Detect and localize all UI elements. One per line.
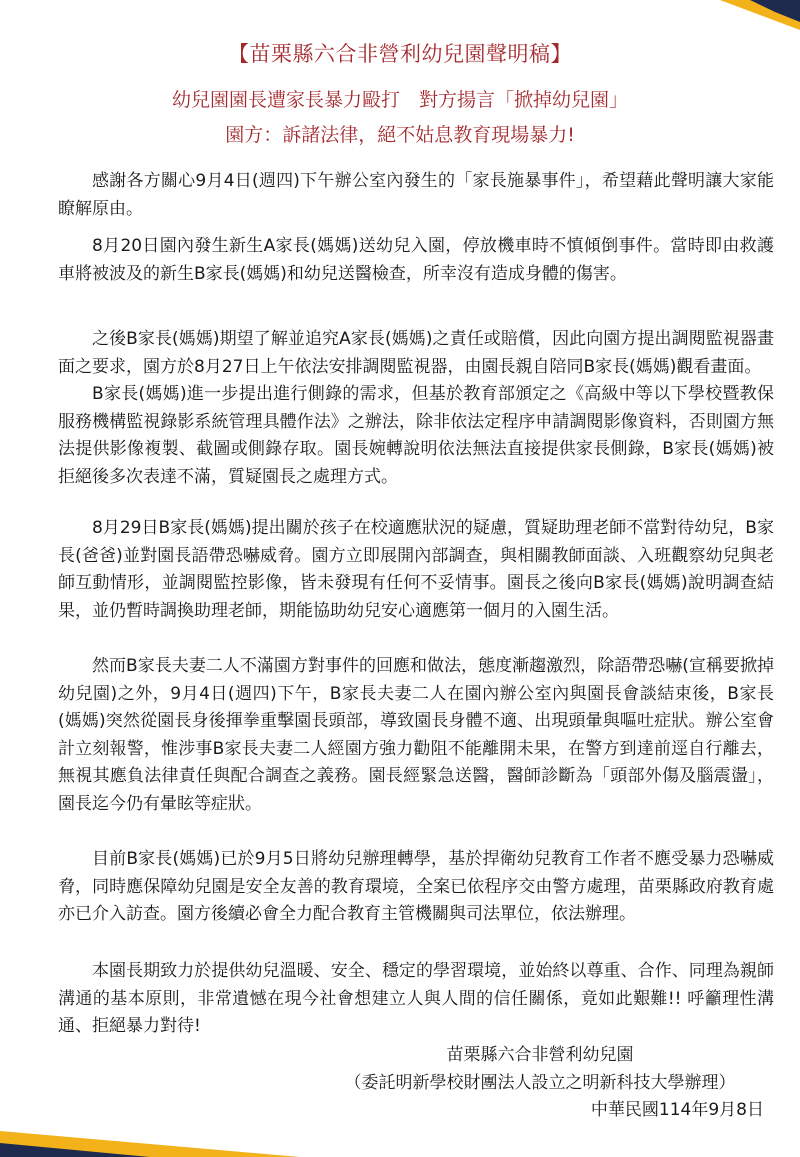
signature-block [310, 1042, 770, 1125]
headline: 幼兒園園長遭家長暴力毆打 對方揚言「掀掉幼兒園」 [171, 89, 628, 111]
paragraph-intro [58, 168, 774, 223]
corner-yellow-stripe [0, 1131, 300, 1157]
signature-note: （委託明新學校財團法人設立之明新科技大學辦理） [344, 1072, 736, 1093]
bottom-left-corner-decoration [0, 1117, 300, 1157]
paragraph: 目前B家長(媽媽)已於9月5日將幼兒辦理轉學，基於捍衛幼兒教育工作者不應受暴力恐嚇威脅，同時應保障幼兒園是安全友善的教育環境，全案已依程序交由警方處理，苗栗縣政府教育處亦已介入訪查。園方後續必會全力配合教育主管機關與司法單位，依法辦理。 [58, 849, 774, 924]
paragraph-sep5 [58, 846, 774, 929]
corner-navy-stripe [750, 0, 800, 22]
paragraph-aug20 [58, 233, 774, 288]
paragraph: B家長(媽媽)進一步提出進行側錄的需求，但基於教育部頒定之《高級中等以下學校暨教保服務機構監視錄影系統管理具體作法》之辦法，除非依法定程序申請調閱影像資料，否則園方無法提供影像複製、截圖或側錄存取。園長婉轉說明依法無法直接提供家長側錄，B家長(媽媽)被拒絕後多次表達不滿，質疑園長之處理方式。 [58, 384, 774, 487]
signature-org: 苗栗縣六合非營利幼兒園 [446, 1045, 634, 1065]
sub-headline: 園方：訴諸法律，絕不姑息教育現場暴力! [225, 124, 575, 146]
paragraph: 之後B家長(媽媽)期望了解並追究A家長(媽媽)之責任或賠償，因此向園方提出調閱監視器畫面之要求，園方於8月27日上午依法安排調閱監視器，由園長親自陪同B家長(媽媽)觀看畫面。 [58, 329, 774, 377]
paragraph: 8月20日園內發生新生A家長(媽媽)送幼兒入園，停放機車時不慎傾倒事件。當時即由救護車將被波及的新生B家長(媽媽)和幼兒送醫檢查，所幸沒有造成身體的傷害。 [58, 236, 774, 284]
paragraph: 感謝各方關心9月4日(週四)下午辦公室內發生的「家長施暴事件」，希望藉此聲明讓大家能瞭解原由。 [58, 171, 774, 219]
paragraph-closing [58, 958, 774, 1041]
statement-title: 【苗栗縣六合非營利幼兒園聲明稿】 [228, 42, 572, 66]
paragraph: 8月29日B家長(媽媽)提出關於孩子在校適應狀況的疑慮，質疑助理老師不當對待幼兒，B家長(爸爸)並對園長語帶恐嚇威脅。園方立即展開內部調查，與相關教師面談、入班觀察幼兒與老師互動情形，並調閱監控影像，皆未發現有任何不妥情事。園長之後向B家長(媽媽)說明調查結果，並仍暫時調換助理老師，期能協助幼兒安心適應第一個月的入園生活。 [58, 518, 774, 621]
signature-date: 中華民國114年9月8日 [590, 1100, 764, 1120]
paragraph: 本園長期致力於提供幼兒溫暖、安全、穩定的學習環境，並始終以尊重、合作、同理為親師溝通的基本原則，非常遺憾在現今社會想建立人與人間的信任關係，竟如此艱難!! 呼籲理性溝通、拒絕暴力對待! [58, 961, 774, 1036]
paragraph-aug27 [58, 326, 774, 491]
corner-navy-stripe [0, 1143, 150, 1157]
paragraph-aug29 [58, 515, 774, 625]
paragraph-sep4 [58, 653, 774, 818]
corner-yellow-stripe [720, 0, 800, 30]
paragraph: 然而B家長夫妻二人不滿園方對事件的回應和做法，態度漸趨激烈，除語帶恐嚇(宣稱要掀掉幼兒園)之外，9月4日(週四)下午，B家長夫妻二人在園內辦公室內與園長會談結束後，B家長(媽媽)突然從園長身後揮拳重擊園長頭部，導致園長身體不適、出現頭暈與嘔吐症狀。辦公室會計立刻報警，惟涉事B家長夫妻二人經園方強力勸阻不能離開未果，在警方到達前逕自行離去，無視其應負法律責任與配合調查之義務。園長經緊急送醫，醫師診斷為「頭部外傷及腦震盪」，園長迄今仍有暈眩等症狀。 [58, 656, 774, 814]
